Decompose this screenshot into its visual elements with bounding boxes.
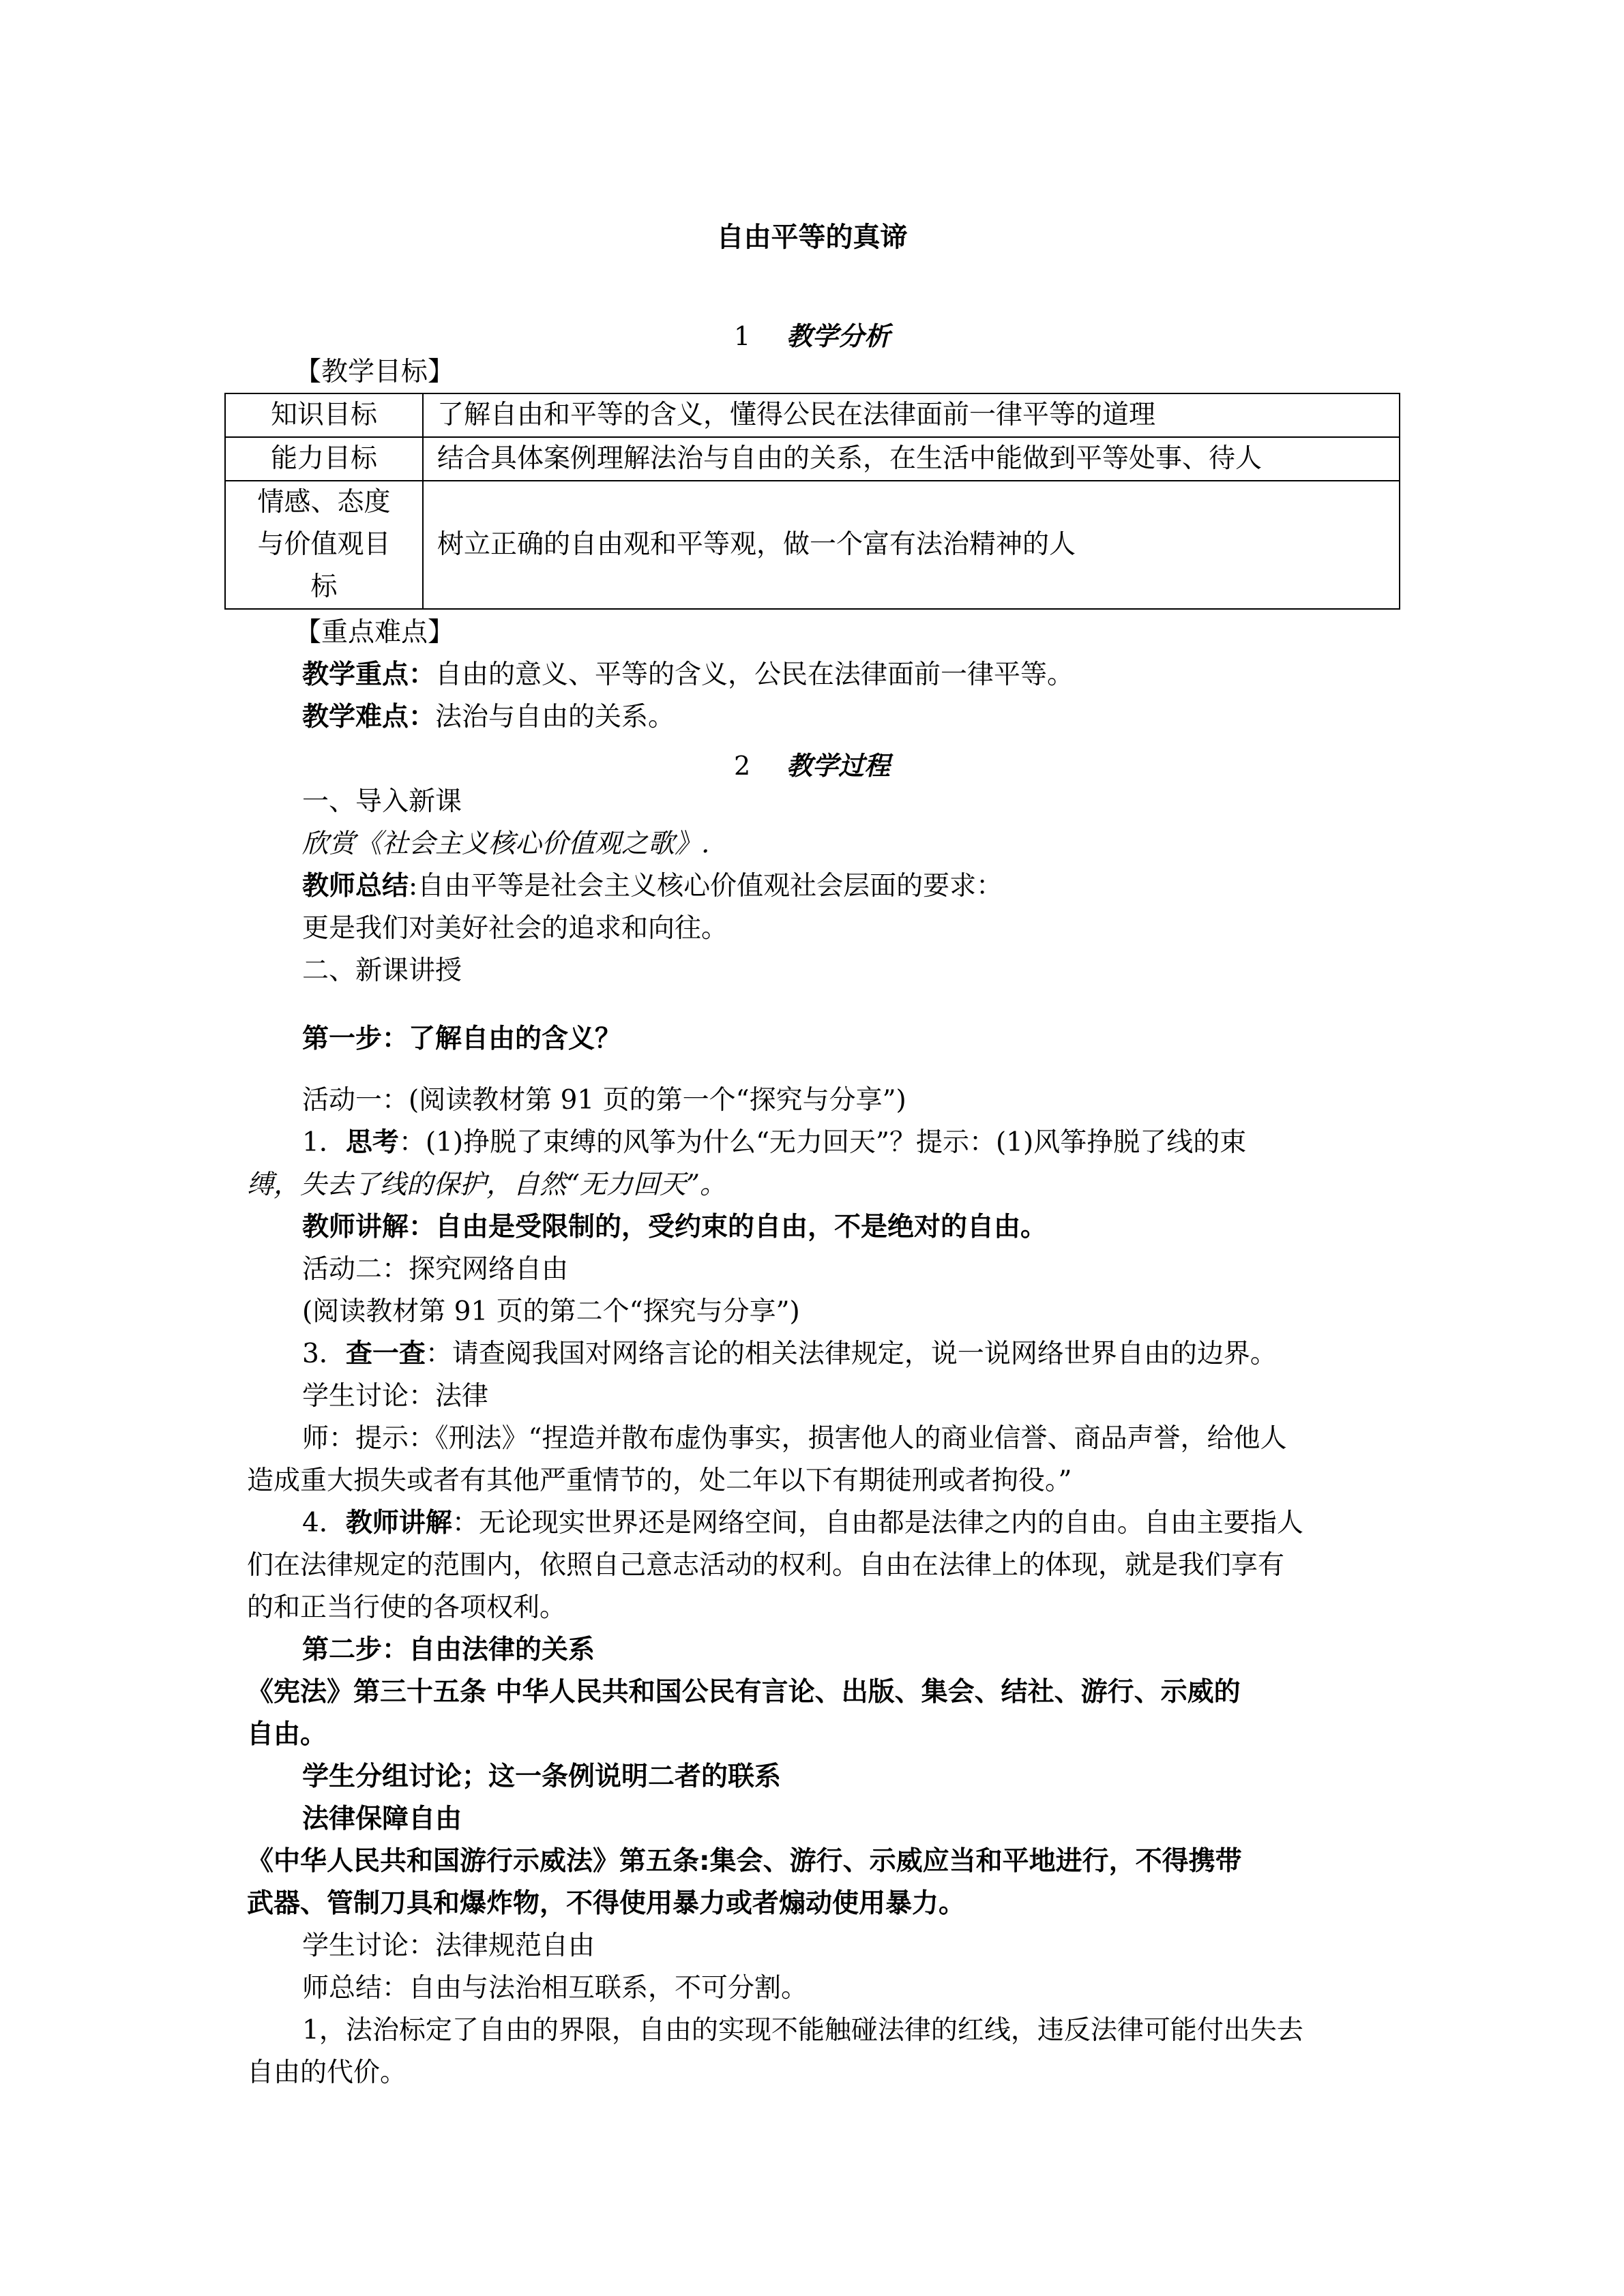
- point1-line: 1，法治标定了自由的界限，自由的实现不能触碰法律的红线，违反法律可能付出失去: [302, 2015, 1303, 2046]
- hint-line: 师：提示：《刑法》“捏造并散布虚伪事实，损害他人的商业信誉、商品声誉，给他人: [302, 1423, 1287, 1454]
- summary-continued: 更是我们对美好社会的追求和向往。: [302, 913, 728, 944]
- check-text: ：请查阅我国对网络言论的相关法律规定，说一说网络世界自由的边界。: [425, 1339, 1277, 1369]
- table-row: [225, 393, 1400, 437]
- intro-heading: 一、导入新课: [302, 786, 462, 817]
- think-question: [302, 1128, 1246, 1158]
- goal-name: 知识目标: [225, 393, 423, 437]
- goal-name: 能力目标: [225, 437, 423, 481]
- activity2-note: (阅读教材第 91 页的第二个“探究与分享”): [302, 1296, 800, 1327]
- enjoy-song: 欣赏《社会主义核心价值观之歌》.: [302, 829, 710, 859]
- goal-text: 了解自由和平等的含义，懂得公民在法律面前一律平等的道理: [423, 393, 1400, 437]
- teacher-lecture1: 教师讲解：自由是受限制的，受约束的自由，不是绝对的自由。: [302, 1212, 1048, 1242]
- summary-text: :自由平等是社会主义核心价值观社会层面的要求：: [409, 871, 1003, 901]
- think-continued: 缚，失去了线的保护，自然“无力回天”。: [247, 1169, 726, 1200]
- assembly-law-line: 武器、管制刀具和爆炸物，不得使用暴力或者煽动使用暴力。: [247, 1888, 966, 1919]
- goal-name-line: 与价值观目: [257, 529, 391, 560]
- law-protects-freedom: 法律保障自由: [302, 1804, 462, 1834]
- goals-table: [224, 393, 1400, 610]
- lecture-line: 们在法律规定的范围内，依照自己意志活动的权利。自由在法律上的体现，就是我们享有: [247, 1550, 1285, 1581]
- document-title: 自由平等的真谛: [716, 222, 908, 253]
- check-label: 查一查: [345, 1339, 426, 1369]
- goals-label: 【教学目标】: [295, 357, 455, 387]
- teacher-summary: 师总结：自由与法治相互联系，不可分割。: [302, 1973, 808, 2003]
- goal-name: [225, 481, 423, 609]
- section-number: 2: [733, 751, 751, 781]
- section-heading-process: [0, 745, 1624, 782]
- section-label: 教学过程: [786, 750, 891, 781]
- check-question: [302, 1339, 1277, 1369]
- focus-text: 自由的意义、平等的含义，公民在法律面前一律平等。: [435, 659, 1074, 690]
- think-label: 思考: [345, 1127, 399, 1158]
- teacher-lecture2: [302, 1508, 1303, 1538]
- hint-line: 造成重大损失或者有其他严重情节的，处二年以下有期徒刑或者拘役。”: [247, 1465, 1072, 1496]
- goal-name-line: 情感、态度: [257, 487, 391, 518]
- lecture-label: 教师讲解: [345, 1508, 452, 1538]
- focus-label: 教学重点：: [302, 659, 436, 690]
- think-text: ：(1)挣脱了束缚的风筝为什么“无力回天”？提示：(1)风筝挣脱了线的束: [398, 1127, 1247, 1158]
- item-number: 4．: [302, 1508, 346, 1538]
- activity1: 活动一：(阅读教材第 91 页的第一个“探究与分享”): [302, 1085, 906, 1116]
- goal-name-line: 标: [310, 571, 338, 602]
- constitution-line: 自由。: [247, 1719, 327, 1750]
- item-number: 1．: [302, 1127, 346, 1158]
- lecture-text: ：无论现实世界还是网络空间，自由都是法律之内的自由。自由主要指人: [452, 1508, 1303, 1538]
- table-row: [225, 437, 1400, 481]
- section-number: 1: [733, 321, 751, 351]
- point1-line: 自由的代价。: [247, 2057, 407, 2088]
- teaching-focus: [302, 660, 1074, 690]
- key-label: 【重点难点】: [295, 617, 455, 648]
- constitution-line: 《宪法》第三十五条 中华人民共和国公民有言论、出版、集会、结社、游行、示威的: [247, 1677, 1241, 1708]
- student-discussion2: 学生讨论：法律规范自由: [302, 1930, 595, 1961]
- step2-heading: 第二步：自由法律的关系: [302, 1635, 595, 1665]
- step1-heading: 第一步：了解自由的含义？: [302, 1024, 622, 1054]
- item-number: 3．: [302, 1339, 346, 1369]
- group-discussion: 学生分组讨论；这一条例说明二者的联系: [302, 1761, 782, 1792]
- new-lesson-heading: 二、新课讲授: [302, 955, 462, 986]
- teacher-summary-intro: [302, 871, 1003, 901]
- difficulty-text: 法治与自由的关系。: [435, 702, 675, 732]
- section-heading-analysis: [0, 315, 1624, 353]
- assembly-law-line: 《中华人民共和国游行示威法》第五条:集会、游行、示威应当和平地进行，不得携带: [247, 1846, 1242, 1877]
- activity2: 活动二：探究网络自由: [302, 1254, 569, 1285]
- difficulty-label: 教学难点：: [302, 702, 436, 732]
- student-discussion1: 学生讨论：法律: [302, 1381, 489, 1412]
- goal-text: 结合具体案例理解法治与自由的关系，在生活中能做到平等处事、待人: [423, 437, 1400, 481]
- summary-label: 教师总结: [302, 871, 409, 901]
- section-label: 教学分析: [786, 320, 891, 351]
- lecture-line: 的和正当行使的各项权利。: [247, 1592, 567, 1623]
- table-row: [225, 481, 1400, 609]
- teaching-difficulty: [302, 702, 675, 732]
- goal-text: 树立正确的自由观和平等观，做一个富有法治精神的人: [423, 481, 1400, 609]
